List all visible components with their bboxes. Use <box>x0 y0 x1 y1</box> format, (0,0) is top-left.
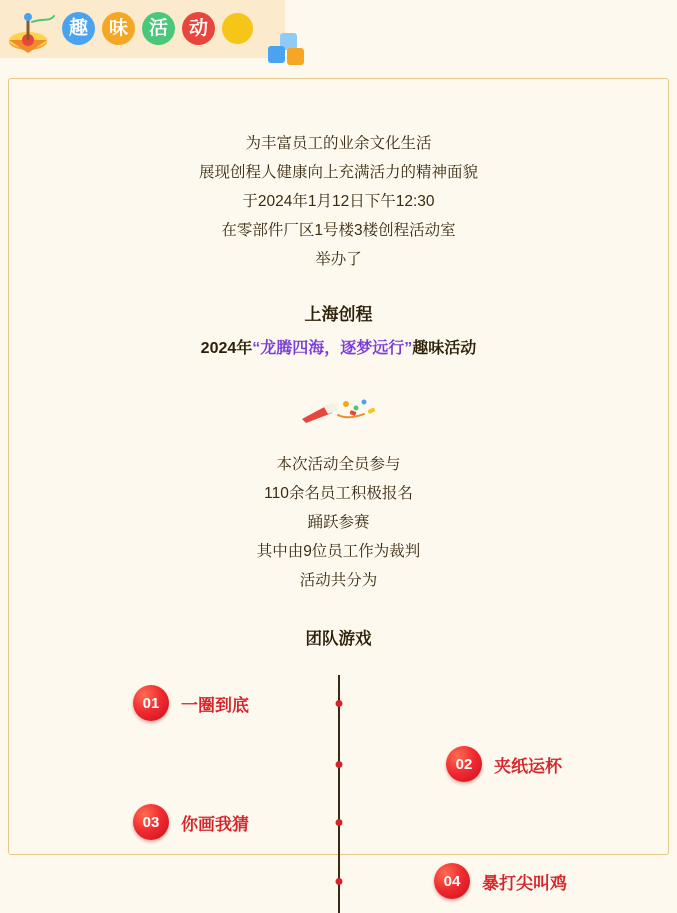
game-number-badge: 04 <box>434 863 470 899</box>
title-chip-group <box>62 12 253 45</box>
timeline-dot <box>335 761 342 768</box>
stats-line: 其中由9位员工作为裁判 <box>256 543 421 560</box>
intro-line: 在零部件厂区1号楼3楼创程活动室 <box>221 222 456 239</box>
game-item <box>133 804 249 840</box>
intro-line: 为丰富员工的业余文化生活 <box>245 135 432 152</box>
stats-line: 本次活动全员参与 <box>276 456 401 473</box>
game-item <box>434 863 567 899</box>
stats-line: 踊跃参赛 <box>307 514 370 531</box>
confetti-party-popper-icon <box>294 393 384 427</box>
game-number-badge: 03 <box>133 804 169 840</box>
event-suffix: 趣味活动 <box>412 340 477 357</box>
intro-line: 展现创程人健康向上充满活力的精神面貌 <box>198 164 478 181</box>
game-label: 你画我猜 <box>181 814 249 834</box>
game-label: 一圈到底 <box>181 695 249 715</box>
intro-line: 举办了 <box>315 251 362 268</box>
decoration-row <box>9 392 668 428</box>
game-item <box>133 685 249 721</box>
intro-paragraph <box>9 129 668 274</box>
game-item <box>446 746 562 782</box>
title-chip: 动 <box>182 12 215 45</box>
accent-dot <box>222 13 253 44</box>
game-number-badge: 02 <box>446 746 482 782</box>
event-title <box>9 335 668 358</box>
game-number-badge: 01 <box>133 685 169 721</box>
title-chip: 活 <box>142 12 175 45</box>
games-timeline <box>9 667 668 907</box>
stats-paragraph <box>9 450 668 595</box>
title-chip: 趣 <box>62 12 95 45</box>
timeline-dot <box>335 878 342 885</box>
toy-blocks-icon <box>268 33 308 67</box>
section-title: 团队游戏 <box>305 630 372 648</box>
title-chip: 味 <box>102 12 135 45</box>
timeline-dot <box>335 819 342 826</box>
event-year: 2024年 <box>200 340 253 357</box>
stats-line: 活动共分为 <box>299 572 378 589</box>
timeline-dot <box>335 700 342 707</box>
intro-line: 于2024年1月12日下午12:30 <box>242 193 435 210</box>
content-card <box>8 78 669 893</box>
stats-line: 110余名员工积极报名 <box>264 485 413 502</box>
event-slogan: “龙腾四海，逐梦远行” <box>252 340 413 357</box>
organization-name: 上海创程 <box>304 305 373 324</box>
spinning-top-icon <box>6 8 60 56</box>
game-label: 夹纸运杯 <box>494 756 562 776</box>
game-label: 暴打尖叫鸡 <box>482 873 567 893</box>
page-header <box>0 0 677 70</box>
